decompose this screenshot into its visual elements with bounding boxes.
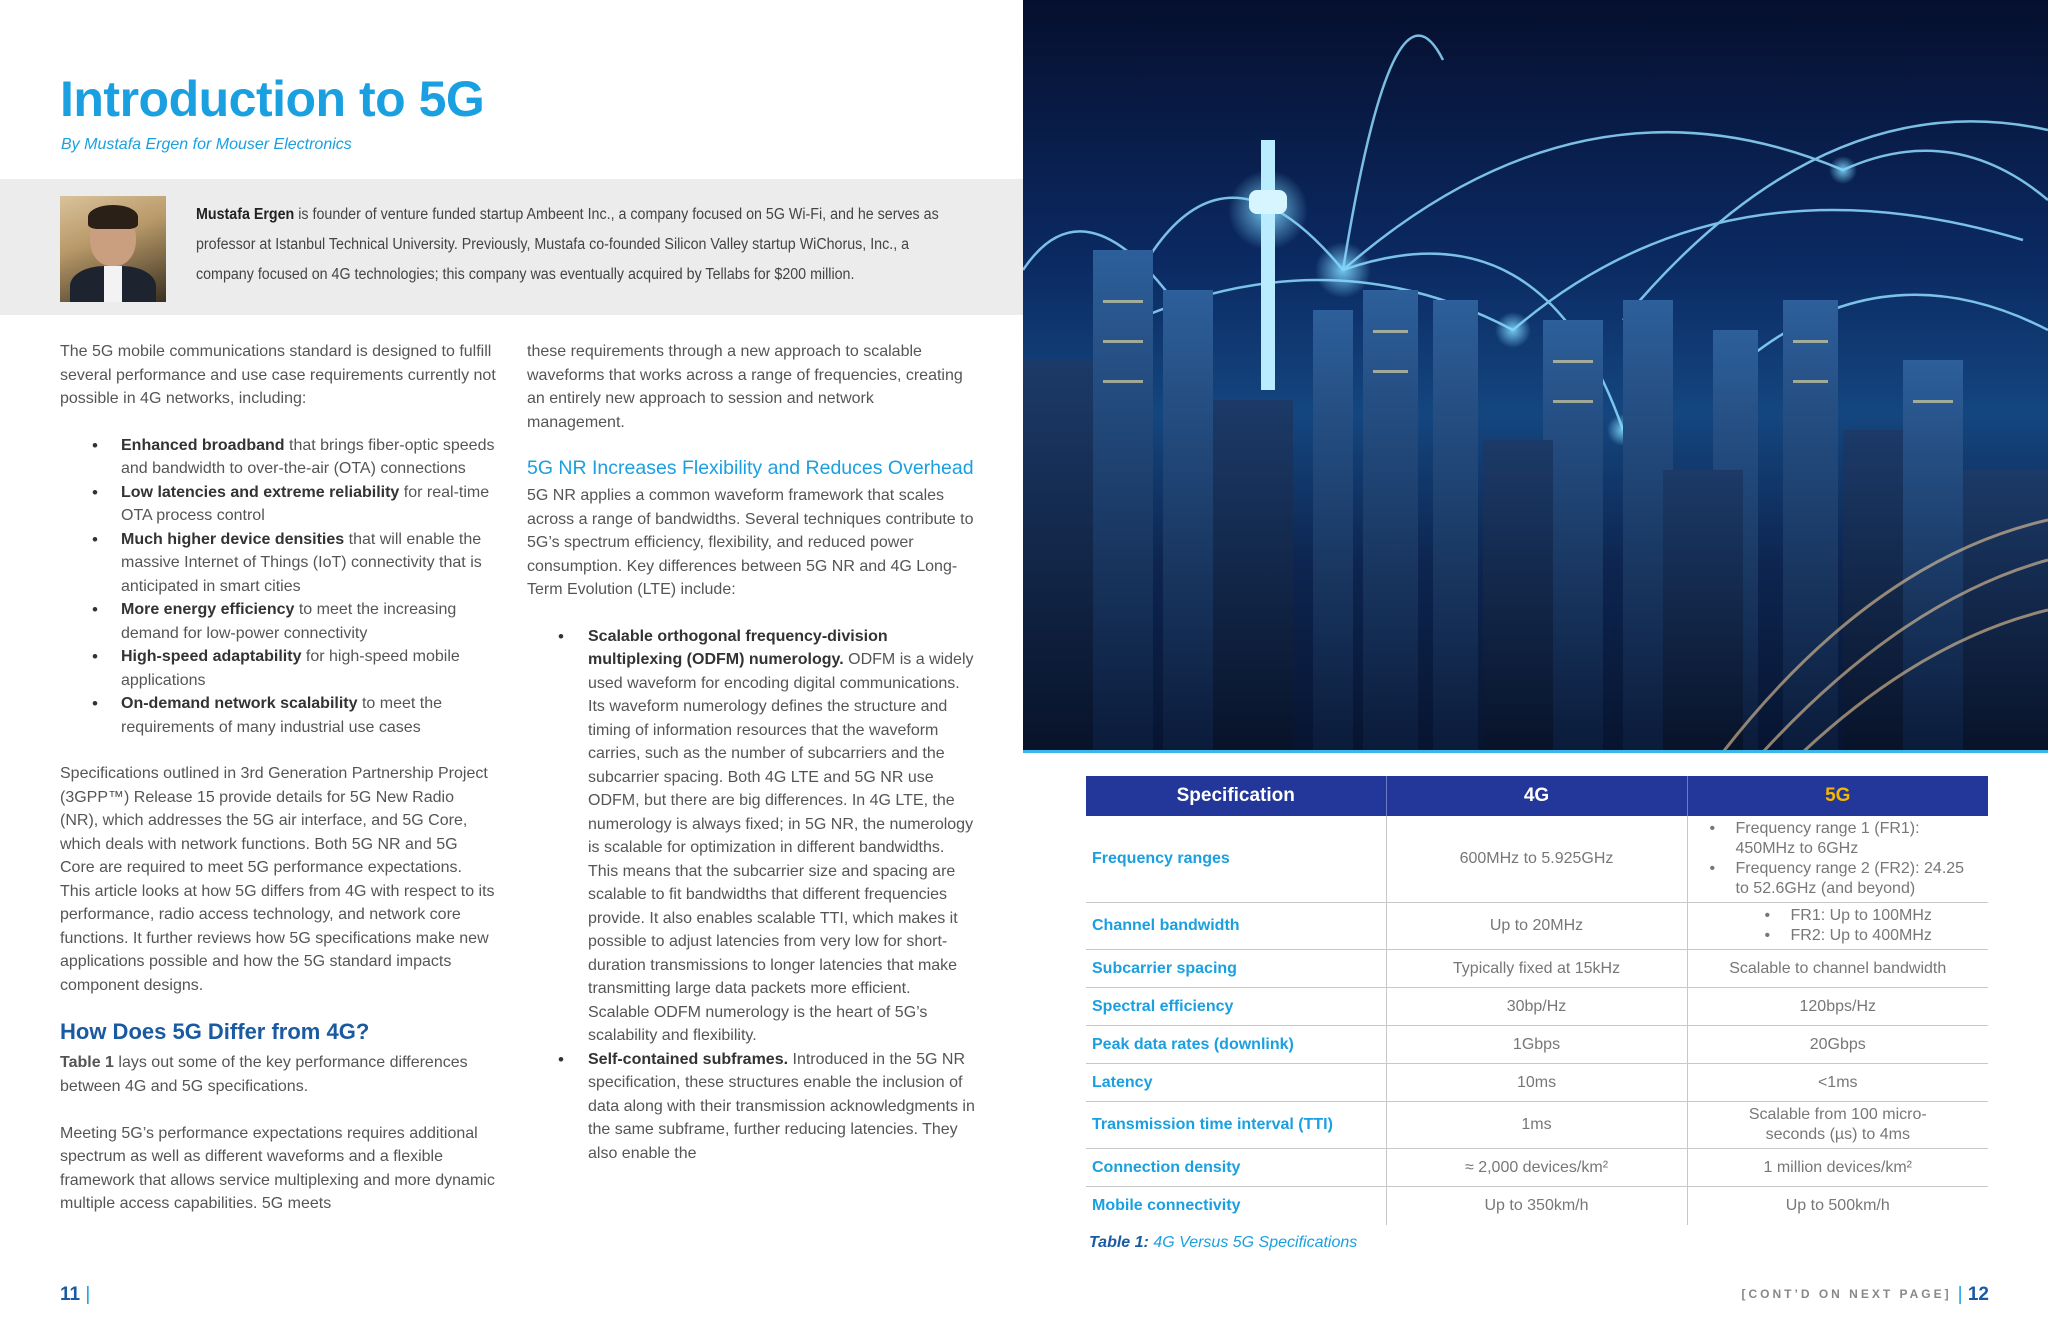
- list-item: • Much higher device densities that will enable the massive Internet of Things (IoT) connectivity that is anticipated in smart cities: [121, 528, 496, 599]
- spec-comparison-table: [1086, 776, 1988, 1225]
- list-item: • FR2: Up to 400MHz: [1791, 926, 1981, 946]
- spec-name: Mobile connectivity: [1086, 1187, 1386, 1225]
- table-ref-paragraph: Table 1 lays out some of the key performance differences between 4G and 5G specifications.: [60, 1054, 468, 1095]
- list-item: • On-demand network scalability to meet the requirements of many industrial use cases: [121, 692, 496, 739]
- table-row: [1086, 1064, 1988, 1102]
- 4g-value: 30bp/Hz: [1386, 988, 1687, 1026]
- spec-name: Peak data rates (downlink): [1086, 1026, 1386, 1064]
- 4g-value: Up to 20MHz: [1386, 903, 1687, 950]
- 4g-value: 10ms: [1386, 1064, 1687, 1102]
- spec-name: Frequency ranges: [1086, 816, 1386, 903]
- 5g-value: 120bps/Hz: [1687, 988, 1988, 1026]
- requirements-list: [60, 434, 496, 740]
- author-bio: [196, 200, 960, 290]
- city-skyline-illustration: [1023, 0, 2048, 752]
- table-header-row: [1086, 776, 1988, 816]
- byline: By Mustafa Ergen for Mouser Electronics: [61, 136, 352, 153]
- 5g-value: [1687, 816, 1988, 903]
- 5g-value: Scalable to channel bandwidth: [1687, 950, 1988, 988]
- 5g-value: Up to 500km/h: [1785, 1196, 1890, 1214]
- 4g-value: 600MHz to 5.925GHz: [1386, 816, 1687, 903]
- list-item: • Frequency range 1 (FR1): 450MHz to 6GHz: [1736, 819, 1981, 859]
- table-row: [1086, 1187, 1988, 1225]
- 4g-value: Up to 350km/h: [1386, 1187, 1687, 1225]
- table-row: [1086, 816, 1988, 903]
- page-number-right: [CONT’D ON NEXT PAGE] | 12: [1741, 1284, 1989, 1305]
- list-item: • More energy efficiency to meet the increasing demand for low-power connectivity: [121, 598, 496, 645]
- table-caption: Table 1: 4G Versus 5G Specifications: [1089, 1234, 1358, 1251]
- specs-paragraph: Specifications outlined in 3rd Generation Partnership Project (3GPP™) Release 15 provide details for 5G New Radio (NR), which addresses the 5G air interface, and 5G Core, which deals with network functions. Both 5G NR and 5G Core are required to meet 5G performance expectations. This article looks at how 5G differs from 4G with respect to its performance, radio access technology, and network core functions. It further reviews how 5G specifications make new applications possible and how the 5G standard impacts component designs.: [60, 765, 495, 994]
- spec-name: Channel bandwidth: [1086, 903, 1386, 950]
- author-name: Mustafa Ergen: [196, 206, 295, 223]
- author-photo: [60, 196, 166, 302]
- image-divider: [1023, 750, 2048, 753]
- section-heading: How Does 5G Differ from 4G?: [60, 1019, 370, 1044]
- spec-name: Subcarrier spacing: [1086, 950, 1386, 988]
- column-header: Specification: [1086, 776, 1386, 816]
- 5g-value: <1ms: [1687, 1064, 1988, 1102]
- 5g-value: 20Gbps: [1687, 1026, 1988, 1064]
- continued-paragraph: these requirements through a new approach to scalable waveforms that works across a range of frequencies, creating an entirely new approach to session and network management.: [527, 343, 963, 431]
- table-row: [1086, 988, 1988, 1026]
- 5g-value: Scalable from 100 micro-seconds (µs) to 4ms: [1687, 1102, 1988, 1149]
- differences-list: [527, 625, 975, 1166]
- intro-paragraph: The 5G mobile communications standard is designed to fulfill several performance and use case requirements currently not possible in 4G networks, including:: [60, 343, 496, 407]
- 4g-value: 1Gbps: [1386, 1026, 1687, 1064]
- spec-name: Latency: [1086, 1064, 1386, 1102]
- list-item: • Self-contained subframes. Introduced in the 5G NR specification, these structures enable the inclusion of data along with their transmission acknowledgments in the same subframe, further reducing latencies. They also enable the: [588, 1048, 975, 1166]
- section-heading: 5G NR Increases Flexibility and Reduces Overhead: [527, 457, 974, 479]
- spec-name: Spectral efficiency: [1086, 988, 1386, 1026]
- 4g-value: Typically fixed at 15kHz: [1386, 950, 1687, 988]
- author-bio-text: is founder of venture funded startup Ambeent Inc., a company focused on 5G Wi-Fi, and he serves as professor at Istanbul Technical University. Previously, Mustafa co-founded Silicon Valley startup WiChorus, Inc., a company focused on 4G technologies; this company was eventually acquired by Tellabs for $200 million.: [196, 206, 939, 283]
- column-header: 5G: [1687, 776, 1988, 816]
- list-item: • Frequency range 2 (FR2): 24.25 to 52.6GHz (and beyond): [1736, 859, 1981, 899]
- table-row: [1086, 1026, 1988, 1064]
- 4g-value: 1ms: [1386, 1102, 1687, 1149]
- 5g-value: 1 million devices/km²: [1687, 1149, 1988, 1187]
- list-item: • Scalable orthogonal frequency-division multiplexing (ODFM) numerology. ODFM is a widely used waveform for encoding digital communications. Its waveform numerology defines the structure and timing of information resources that the waveform carries, such as the number of subcarriers and the subcarrier spacing. Both 4G LTE and 5G NR use ODFM, but there are big differences. In 4G LTE, the numerology is always fixed; in 5G NR, the numerology is scalable for optimization in different bandwidths. This means that the subcarrier size and spacing are scalable to fit bandwidths that different frequencies provide. It also enables scalable TTI, which makes it possible to adjust latencies from very low for short-duration transmissions to longer latencies that make transmitting large data packets more efficient. Scalable ODFM numerology is the heart of 5G’s scalability and flexibility.: [588, 625, 975, 1048]
- article-column-2: [527, 340, 975, 1165]
- list-item: • FR1: Up to 100MHz: [1791, 906, 1981, 926]
- page-number-left: 11 |: [60, 1284, 91, 1305]
- table-row: [1086, 903, 1988, 950]
- continued-note: [CONT’D ON NEXT PAGE]: [1741, 1287, 1952, 1301]
- 5g-value: [1687, 903, 1988, 950]
- list-item: • Low latencies and extreme reliability for real-time OTA process control: [121, 481, 496, 528]
- spec-name: Transmission time interval (TTI): [1086, 1102, 1386, 1149]
- page-title: Introduction to 5G: [60, 71, 485, 127]
- city-network-image: [1023, 0, 2048, 752]
- table-row: [1086, 950, 1988, 988]
- column-header: 4G: [1386, 776, 1687, 816]
- table-row: [1086, 1102, 1988, 1149]
- table-row: [1086, 1149, 1988, 1187]
- 4g-value: ≈ 2,000 devices/km²: [1386, 1149, 1687, 1187]
- list-item: • Enhanced broadband that brings fiber-optic speeds and bandwidth to over-the-air (OTA) connections: [121, 434, 496, 481]
- meeting-paragraph: Meeting 5G’s performance expectations requires additional spectrum as well as different waveforms and a flexible framework that allows service multiplexing and more dynamic multiple access capabilities. 5G meets: [60, 1124, 495, 1212]
- nr-paragraph: 5G NR applies a common waveform framework that scales across a range of bandwidths. Several techniques contribute to 5G’s spectrum efficiency, flexibility, and reduced power consumption. Key differences between 5G NR and 4G Long-Term Evolution (LTE) include:: [527, 487, 974, 598]
- list-item: • High-speed adaptability for high-speed mobile applications: [121, 645, 496, 692]
- article-column-1: [60, 340, 496, 1216]
- spec-name: Connection density: [1086, 1149, 1386, 1187]
